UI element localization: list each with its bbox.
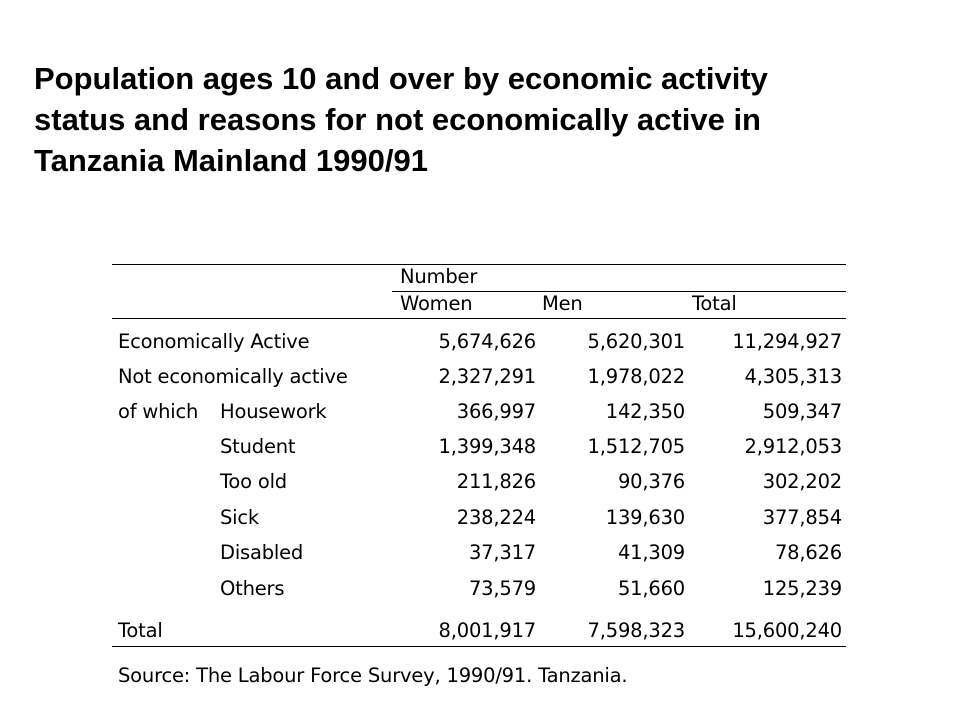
table-cell-total: 4,305,313	[744, 365, 842, 388]
header-bottom-rule	[112, 318, 846, 319]
table-cell-men: 51,660	[617, 577, 685, 600]
row-sublabel: Student	[220, 435, 296, 458]
header-men: Men	[542, 292, 583, 315]
table-cell-women: 73,579	[468, 577, 536, 600]
table-cell-total: 2,912,053	[744, 435, 842, 458]
title-line-3: Tanzania Mainland 1990/91	[34, 143, 428, 178]
table-cell-men: 1,978,022	[587, 365, 685, 388]
table-cell-women: 366,997	[456, 400, 536, 423]
table-cell-women: 8,001,917	[438, 619, 536, 642]
table-cell-women: 1,399,348	[438, 435, 536, 458]
table-cell-total: 302,202	[762, 470, 842, 493]
row-label: Economically Active	[118, 330, 310, 353]
table-top-rule	[112, 264, 846, 265]
table-cell-women: 238,224	[456, 506, 536, 529]
table-cell-total: 15,600,240	[732, 619, 842, 642]
header-number: Number	[400, 265, 478, 288]
source-note: Source: The Labour Force Survey, 1990/91. Tanzania.	[118, 664, 628, 687]
table-cell-women: 5,674,626	[438, 330, 536, 353]
title-line-1: Population ages 10 and over by economic activity	[34, 61, 768, 96]
table-cell-men: 7,598,323	[587, 619, 685, 642]
row-sublabel: Disabled	[220, 541, 304, 564]
table-cell-men: 142,350	[605, 400, 685, 423]
table-cell-total: 125,239	[762, 577, 842, 600]
table-cell-men: 1,512,705	[587, 435, 685, 458]
table-cell-total: 11,294,927	[732, 330, 842, 353]
row-sublabel: Housework	[220, 400, 327, 423]
header-total: Total	[692, 292, 737, 315]
title-line-2: status and reasons for not economically active in	[34, 102, 761, 137]
row-sublabel: Sick	[220, 506, 260, 529]
table-cell-men: 139,630	[605, 506, 685, 529]
table-bottom-rule	[112, 646, 846, 647]
table-cell-men: 5,620,301	[587, 330, 685, 353]
row-sublabel: Others	[220, 577, 285, 600]
table-cell-total: 78,626	[774, 541, 842, 564]
table-cell-men: 90,376	[617, 470, 685, 493]
row-sublabel: Too old	[220, 470, 287, 493]
table-cell-women: 37,317	[468, 541, 536, 564]
header-women: Women	[400, 292, 473, 315]
row-label: Not economically active	[118, 365, 348, 388]
row-label: Total	[118, 619, 163, 642]
table-cell-women: 211,826	[456, 470, 536, 493]
row-label: of which	[118, 400, 199, 423]
table-cell-total: 377,854	[762, 506, 842, 529]
data-table	[112, 0, 846, 720]
table-cell-men: 41,309	[617, 541, 685, 564]
table-cell-total: 509,347	[762, 400, 842, 423]
table-cell-women: 2,327,291	[438, 365, 536, 388]
